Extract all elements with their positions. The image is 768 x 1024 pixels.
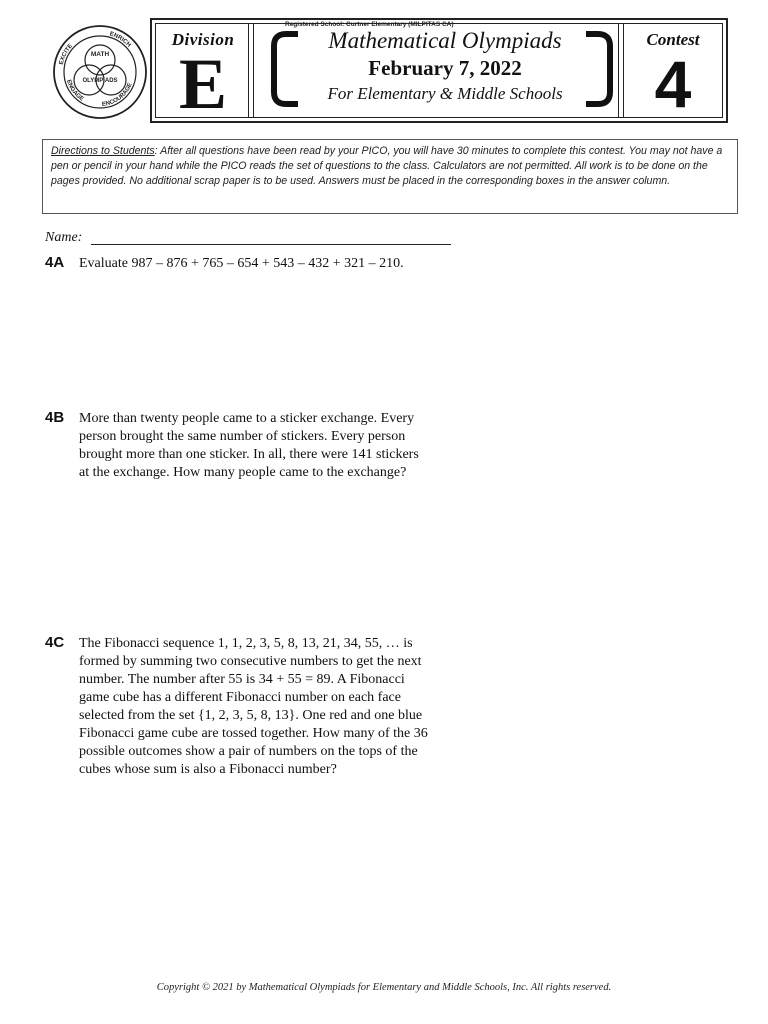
contest-number: 4: [654, 47, 692, 121]
registered-school: Registered School: Curtner Elementary (MILPITAS CA): [285, 21, 454, 28]
contest-title: Mathematical Olympiads: [328, 28, 562, 53]
name-label: Name:: [45, 230, 83, 245]
directions-lead: Directions to Students: [51, 145, 155, 157]
svg-text:ENGAGE: ENGAGE: [65, 79, 85, 103]
header-divider-left: [248, 24, 254, 117]
division-letter: E: [178, 44, 228, 124]
copyright-footer: Copyright © 2021 by Mathematical Olympiads for Elementary and Middle Schools, Inc. All rights reserved.: [156, 982, 612, 993]
math-olympiads-logo: [52, 24, 148, 120]
contest-label: Contest: [646, 30, 700, 49]
svg-text:ENRICH: ENRICH: [108, 31, 132, 49]
svg-text:ENCOURAGE: ENCOURAGE: [101, 82, 134, 108]
directions-box: [42, 139, 738, 214]
svg-text:OLYMPIADS: OLYMPIADS: [82, 78, 118, 84]
question-number-4b: 4B: [45, 409, 65, 426]
question-number-4a: 4A: [45, 254, 65, 271]
name-field[interactable]: [91, 244, 451, 245]
question-number-4c: 4C: [45, 634, 65, 651]
question-text-4a: Evaluate 987 – 876 + 765 – 654 + 543 – 432 + 321 – 210.: [79, 256, 404, 271]
directions-text: : After all questions have been read by your PICO, you will have 30 minutes to complete this contest. You may not have a pen or pencil in your hand while the PICO reads the set of questions to the class. Calculators are not permitted. All work is to be done on the pages provided. No additional scrap paper is to be used. Answers must be placed in the corresponding boxes in the answer column.: [51, 145, 723, 187]
division-label: Division: [171, 30, 235, 49]
contest-subtitle: For Elementary & Middle Schools: [327, 84, 563, 103]
question-text-4b: More than twenty people came to a sticker exchange. Every person brought the same number of stickers. Every person brought more than one sticker. In all, there were 141 stickers at the exchange. How many people came to the exchange?: [79, 411, 419, 480]
svg-text:EXCITE: EXCITE: [58, 43, 74, 66]
contest-date: February 7, 2022: [368, 56, 522, 80]
question-text-4c: The Fibonacci sequence 1, 1, 2, 3, 5, 8, 13, 21, 34, 55, … is formed by summing two consecutive numbers to get the next number. The number after 55 is 34 + 55 = 89. A Fibonacci game cube has a different Fibonacci number on each face selected from the set {1, 2, 3, 5, 8, 13}. One red and one blue Fibonacci game cube are tossed together. How many of the 36 possible outcomes show a pair of numbers on the tops of the cubes whose sum is also a Fibonacci number?: [79, 636, 428, 777]
svg-text:MATH: MATH: [90, 51, 110, 58]
